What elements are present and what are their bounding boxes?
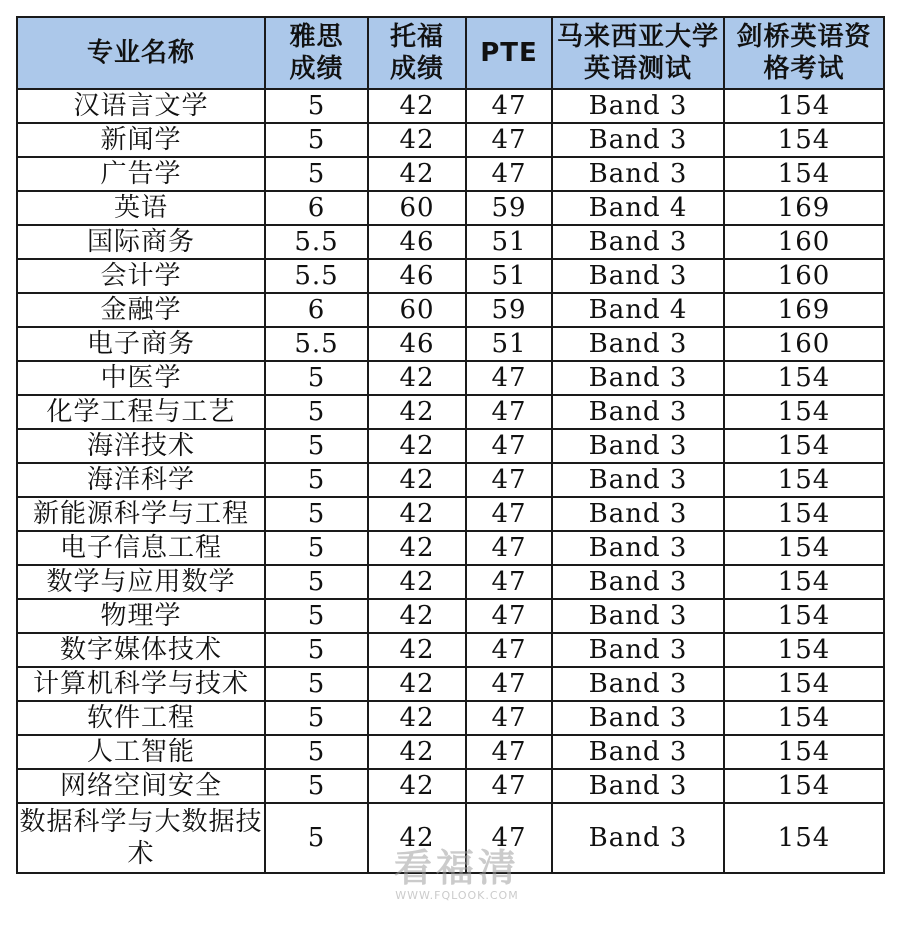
cell-cambridge: 154: [724, 735, 884, 769]
cell-pte: 47: [466, 123, 552, 157]
cell-major: 数学与应用数学: [17, 565, 265, 599]
table-row: [17, 803, 884, 873]
cell-muet: Band 3: [552, 497, 724, 531]
cell-muet: Band 3: [552, 531, 724, 565]
cell-muet: Band 3: [552, 259, 724, 293]
cell-toefl: 42: [368, 157, 466, 191]
cell-muet: Band 3: [552, 429, 724, 463]
cell-pte: 47: [466, 769, 552, 803]
cell-ielts: 5: [265, 123, 368, 157]
cell-major: 海洋技术: [17, 429, 265, 463]
header-muet: 马来西亚大学英语测试: [552, 17, 724, 89]
cell-pte: 47: [466, 463, 552, 497]
cell-ielts: 5: [265, 633, 368, 667]
cell-pte: 47: [466, 599, 552, 633]
table-row: [17, 259, 884, 293]
table-row: [17, 327, 884, 361]
cell-pte: 47: [466, 633, 552, 667]
cell-cambridge: 154: [724, 497, 884, 531]
cell-major: 数据科学与大数据技术: [17, 803, 265, 873]
cell-toefl: 42: [368, 89, 466, 123]
cell-toefl: 42: [368, 123, 466, 157]
cell-pte: 47: [466, 395, 552, 429]
cell-major: 英语: [17, 191, 265, 225]
cell-cambridge: 169: [724, 191, 884, 225]
cell-ielts: 5: [265, 735, 368, 769]
cell-muet: Band 3: [552, 327, 724, 361]
cell-ielts: 5: [265, 803, 368, 873]
cell-toefl: 42: [368, 599, 466, 633]
cell-toefl: 42: [368, 667, 466, 701]
cell-toefl: 42: [368, 395, 466, 429]
cell-cambridge: 154: [724, 89, 884, 123]
cell-cambridge: 160: [724, 225, 884, 259]
table-row: [17, 769, 884, 803]
cell-ielts: 5: [265, 361, 368, 395]
table-row: [17, 293, 884, 327]
header-toefl: 托福成绩: [368, 17, 466, 89]
cell-cambridge: 154: [724, 803, 884, 873]
cell-cambridge: 154: [724, 769, 884, 803]
cell-pte: 47: [466, 429, 552, 463]
cell-toefl: 42: [368, 565, 466, 599]
cell-major: 电子信息工程: [17, 531, 265, 565]
cell-major: 国际商务: [17, 225, 265, 259]
cell-pte: 59: [466, 191, 552, 225]
cell-cambridge: 154: [724, 667, 884, 701]
cell-toefl: 42: [368, 531, 466, 565]
cell-muet: Band 3: [552, 769, 724, 803]
cell-ielts: 5: [265, 157, 368, 191]
requirements-table: [16, 16, 885, 874]
cell-cambridge: 169: [724, 293, 884, 327]
cell-major: 电子商务: [17, 327, 265, 361]
cell-muet: Band 4: [552, 293, 724, 327]
table-header: [17, 17, 884, 89]
cell-pte: 51: [466, 259, 552, 293]
cell-ielts: 5: [265, 565, 368, 599]
cell-pte: 47: [466, 497, 552, 531]
header-pte: PTE: [466, 17, 552, 89]
cell-major: 物理学: [17, 599, 265, 633]
watermark-text: 看福清: [393, 846, 520, 890]
cell-muet: Band 3: [552, 735, 724, 769]
cell-cambridge: 154: [724, 157, 884, 191]
cell-pte: 47: [466, 735, 552, 769]
table-row: [17, 463, 884, 497]
cell-cambridge: 154: [724, 429, 884, 463]
cell-ielts: 5: [265, 497, 368, 531]
cell-muet: Band 3: [552, 89, 724, 123]
table-row: [17, 633, 884, 667]
cell-major: 网络空间安全: [17, 769, 265, 803]
header-ielts: 雅思成绩: [265, 17, 368, 89]
cell-cambridge: 154: [724, 701, 884, 735]
cell-toefl: 42: [368, 769, 466, 803]
table-row: [17, 599, 884, 633]
cell-pte: 47: [466, 803, 552, 873]
cell-cambridge: 160: [724, 259, 884, 293]
cell-muet: Band 3: [552, 701, 724, 735]
cell-ielts: 6: [265, 191, 368, 225]
cell-major: 海洋科学: [17, 463, 265, 497]
cell-muet: Band 3: [552, 123, 724, 157]
cell-cambridge: 154: [724, 123, 884, 157]
cell-toefl: 46: [368, 327, 466, 361]
cell-major: 新能源科学与工程: [17, 497, 265, 531]
cell-ielts: 5.5: [265, 259, 368, 293]
cell-muet: Band 3: [552, 157, 724, 191]
header-cambridge: 剑桥英语资格考试: [724, 17, 884, 89]
cell-cambridge: 154: [724, 565, 884, 599]
cell-toefl: 42: [368, 463, 466, 497]
cell-toefl: 46: [368, 259, 466, 293]
table-row: [17, 531, 884, 565]
cell-major: 新闻学: [17, 123, 265, 157]
table-row: [17, 565, 884, 599]
cell-toefl: 42: [368, 497, 466, 531]
cell-ielts: 5: [265, 89, 368, 123]
cell-major: 化学工程与工艺: [17, 395, 265, 429]
cell-cambridge: 154: [724, 463, 884, 497]
cell-pte: 51: [466, 225, 552, 259]
cell-toefl: 46: [368, 225, 466, 259]
cell-major: 会计学: [17, 259, 265, 293]
cell-cambridge: 154: [724, 395, 884, 429]
cell-pte: 47: [466, 565, 552, 599]
cell-muet: Band 3: [552, 803, 724, 873]
table-row: [17, 497, 884, 531]
table-row: [17, 89, 884, 123]
cell-muet: Band 3: [552, 361, 724, 395]
cell-pte: 47: [466, 701, 552, 735]
cell-ielts: 5: [265, 463, 368, 497]
cell-ielts: 5: [265, 429, 368, 463]
table-row: [17, 701, 884, 735]
table-row: [17, 361, 884, 395]
cell-pte: 59: [466, 293, 552, 327]
cell-toefl: 42: [368, 361, 466, 395]
cell-pte: 47: [466, 157, 552, 191]
table-row: [17, 157, 884, 191]
cell-muet: Band 3: [552, 667, 724, 701]
table-row: [17, 225, 884, 259]
cell-toefl: 42: [368, 633, 466, 667]
cell-cambridge: 154: [724, 531, 884, 565]
cell-muet: Band 3: [552, 463, 724, 497]
cell-toefl: 42: [368, 803, 466, 873]
cell-cambridge: 154: [724, 633, 884, 667]
cell-cambridge: 160: [724, 327, 884, 361]
table-row: [17, 429, 884, 463]
cell-muet: Band 3: [552, 565, 724, 599]
cell-toefl: 60: [368, 293, 466, 327]
cell-muet: Band 4: [552, 191, 724, 225]
cell-ielts: 5: [265, 701, 368, 735]
cell-cambridge: 154: [724, 599, 884, 633]
cell-pte: 47: [466, 531, 552, 565]
table-row: [17, 123, 884, 157]
table-row: [17, 191, 884, 225]
cell-pte: 47: [466, 667, 552, 701]
cell-ielts: 6: [265, 293, 368, 327]
cell-major: 金融学: [17, 293, 265, 327]
cell-muet: Band 3: [552, 395, 724, 429]
cell-major: 人工智能: [17, 735, 265, 769]
cell-major: 数字媒体技术: [17, 633, 265, 667]
watermark-url: WWW.FQLOOK.COM: [395, 889, 519, 902]
cell-ielts: 5.5: [265, 327, 368, 361]
table-body: [17, 89, 884, 873]
table-row: [17, 395, 884, 429]
cell-major: 广告学: [17, 157, 265, 191]
cell-pte: 51: [466, 327, 552, 361]
cell-muet: Band 3: [552, 225, 724, 259]
header-major: 专业名称: [17, 17, 265, 89]
cell-major: 软件工程: [17, 701, 265, 735]
cell-major: 汉语言文学: [17, 89, 265, 123]
cell-ielts: 5: [265, 395, 368, 429]
cell-toefl: 42: [368, 429, 466, 463]
table-row: [17, 667, 884, 701]
cell-toefl: 42: [368, 701, 466, 735]
cell-ielts: 5.5: [265, 225, 368, 259]
cell-muet: Band 3: [552, 599, 724, 633]
cell-ielts: 5: [265, 531, 368, 565]
cell-ielts: 5: [265, 769, 368, 803]
cell-ielts: 5: [265, 599, 368, 633]
cell-major: 计算机科学与技术: [17, 667, 265, 701]
cell-pte: 47: [466, 361, 552, 395]
cell-pte: 47: [466, 89, 552, 123]
cell-toefl: 42: [368, 735, 466, 769]
table-row: [17, 735, 884, 769]
cell-muet: Band 3: [552, 633, 724, 667]
cell-ielts: 5: [265, 667, 368, 701]
cell-toefl: 60: [368, 191, 466, 225]
cell-major: 中医学: [17, 361, 265, 395]
cell-cambridge: 154: [724, 361, 884, 395]
header-row: [17, 17, 884, 89]
